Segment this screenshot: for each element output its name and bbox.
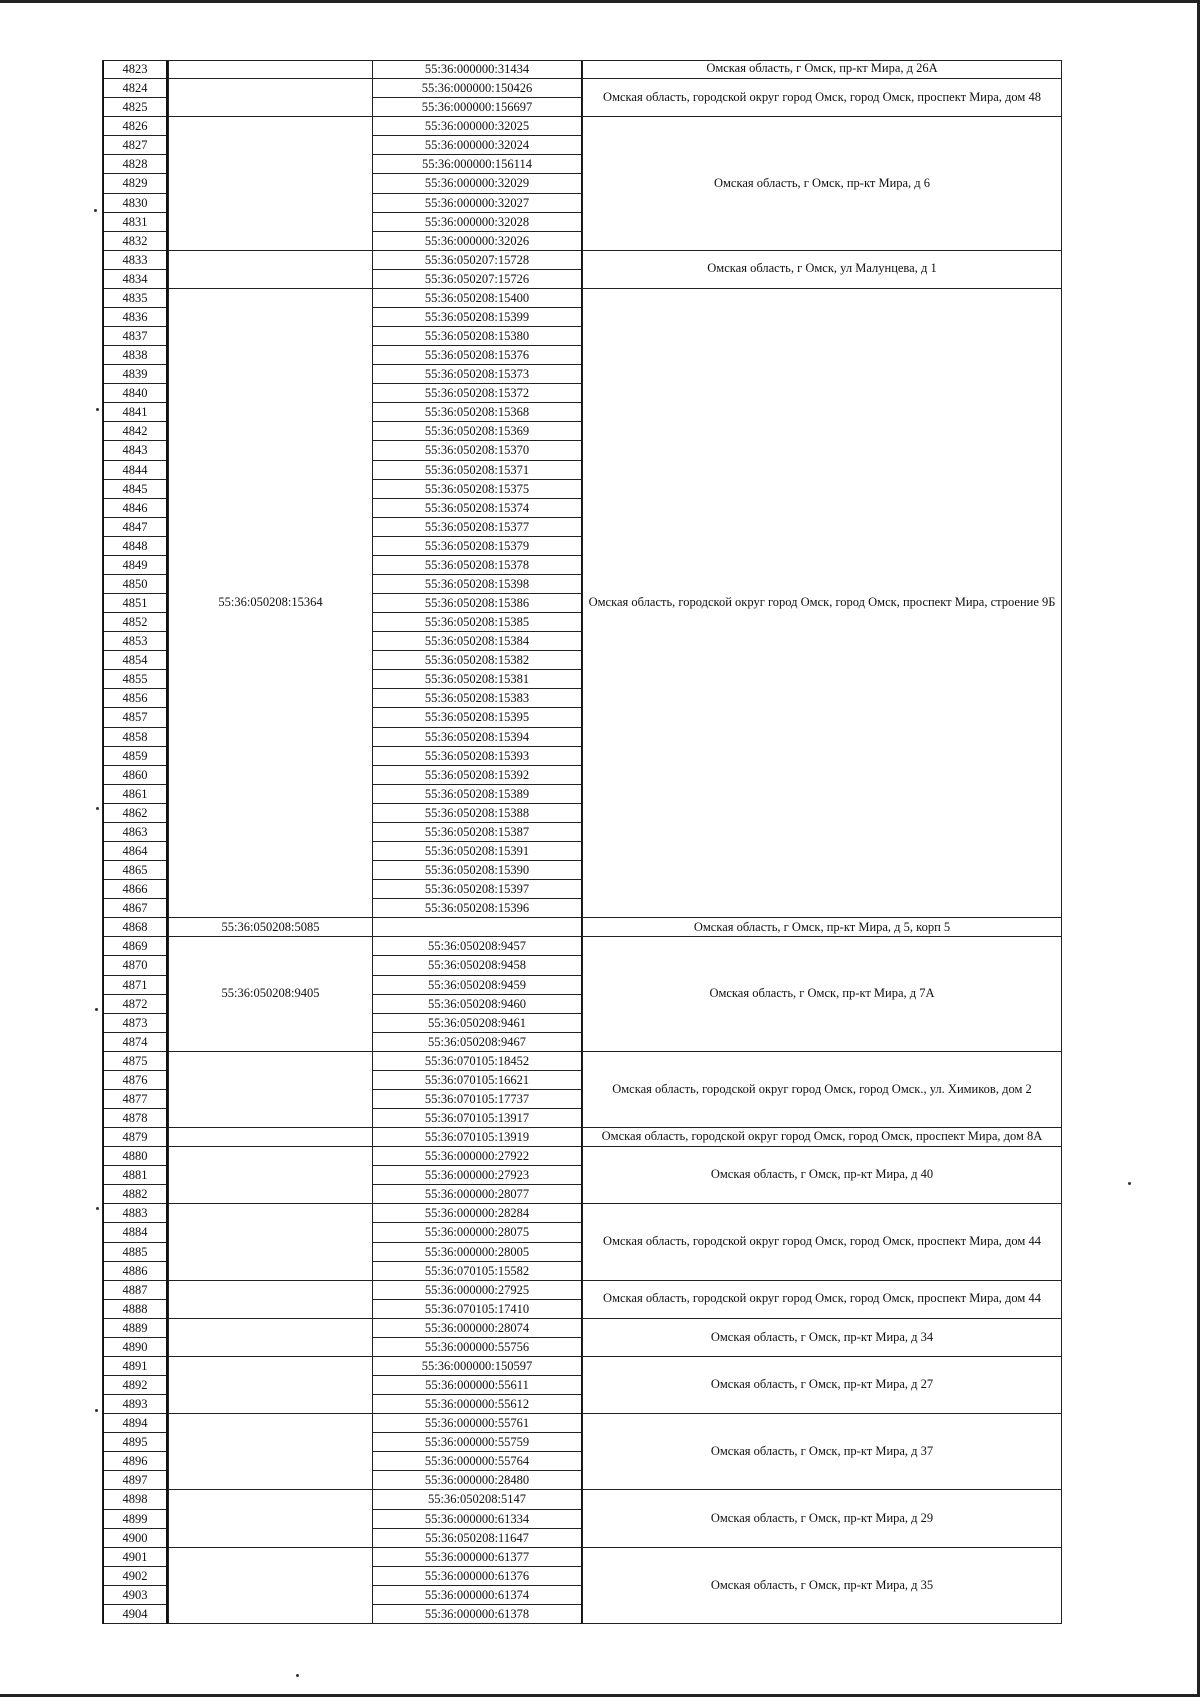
row-number-cell: 4858 (102, 728, 168, 747)
row-number-cell: 4879 (102, 1128, 168, 1147)
row-number-cell: 4903 (102, 1586, 168, 1605)
address-cell: Омская область, г Омск, пр-кт Мира, д 34 (583, 1319, 1061, 1357)
scan-edge-top (0, 0, 1200, 3)
row-number-cell: 4853 (102, 632, 168, 651)
cadastral-number-cell: 55:36:050208:15372 (372, 384, 582, 403)
row-number-cell: 4846 (102, 499, 168, 518)
address-cell: Омская область, городской округ город Омск, город Омск, проспект Мира, дом 8А (583, 1128, 1061, 1147)
row-number-cell: 4904 (102, 1605, 168, 1624)
cadastral-number-cell: 55:36:000000:55611 (372, 1376, 582, 1395)
cadastral-number-cell: 55:36:050207:15728 (372, 251, 582, 270)
row-number-cell: 4854 (102, 651, 168, 670)
row-number-cell: 4830 (102, 194, 168, 213)
row-number-cell: 4852 (102, 613, 168, 632)
cadastral-number-cell: 55:36:070105:13917 (372, 1109, 582, 1128)
row-number-cell: 4834 (102, 270, 168, 289)
cadastral-number-cell: 55:36:050208:15373 (372, 365, 582, 384)
address-cell: Омская область, г Омск, пр-кт Мира, д 40 (583, 1147, 1061, 1204)
row-number-cell: 4827 (102, 136, 168, 155)
row-number-cell: 4863 (102, 823, 168, 842)
row-number-cell: 4865 (102, 861, 168, 880)
row-number-cell: 4845 (102, 480, 168, 499)
cadastral-number-cell: 55:36:050208:15377 (372, 518, 582, 537)
cadastral-number-cell: 55:36:000000:32028 (372, 213, 582, 232)
cadastral-number-cell: 55:36:050208:15380 (372, 327, 582, 346)
cadastral-number-cell: 55:36:000000:32026 (372, 232, 582, 251)
cadastral-number-cell: 55:36:000000:61376 (372, 1567, 582, 1586)
cadastral-number-cell: 55:36:050208:15392 (372, 766, 582, 785)
row-number-cell: 4893 (102, 1395, 168, 1414)
cadastral-number-cell: 55:36:000000:32024 (372, 136, 582, 155)
row-number-cell: 4892 (102, 1376, 168, 1395)
row-number-cell: 4881 (102, 1166, 168, 1185)
row-number-cell: 4823 (102, 60, 168, 79)
cadastral-number-cell: 55:36:050208:15394 (372, 728, 582, 747)
cadastral-number-cell: 55:36:050207:15726 (372, 270, 582, 289)
row-number-cell: 4900 (102, 1529, 168, 1548)
cadastral-number-cell: 55:36:050208:15388 (372, 804, 582, 823)
cadastral-number-cell: 55:36:000000:55761 (372, 1414, 582, 1433)
cadastral-number-cell: 55:36:000000:32027 (372, 194, 582, 213)
row-number-cell: 4861 (102, 785, 168, 804)
cadastral-number-cell: 55:36:000000:156697 (372, 98, 582, 117)
cadastral-number-cell: 55:36:050208:15397 (372, 880, 582, 899)
parent-cadastral-cell (169, 60, 372, 79)
cadastral-number-cell: 55:36:050208:15376 (372, 346, 582, 365)
parent-cadastral-cell (169, 1128, 372, 1147)
address-cell: Омская область, г Омск, ул Малунцева, д 1 (583, 251, 1061, 289)
cadastral-number-cell: 55:36:050208:15398 (372, 575, 582, 594)
scan-speck (296, 1674, 299, 1677)
row-number-cell: 4860 (102, 766, 168, 785)
cadastral-number-cell: 55:36:050208:9461 (372, 1014, 582, 1033)
parent-cadastral-cell (169, 1147, 372, 1204)
address-cell: Омская область, г Омск, пр-кт Мира, д 6 (583, 117, 1061, 251)
cadastral-number-cell: 55:36:000000:55764 (372, 1452, 582, 1471)
row-number-cell: 4862 (102, 804, 168, 823)
scan-speck (96, 1207, 99, 1210)
address-cell: Омская область, городской округ город Омск, город Омск, проспект Мира, дом 44 (583, 1204, 1061, 1280)
cadastral-number-cell: 55:36:000000:61377 (372, 1548, 582, 1567)
row-number-cell: 4878 (102, 1109, 168, 1128)
cadastral-number-cell: 55:36:000000:32025 (372, 117, 582, 136)
row-number-cell: 4859 (102, 747, 168, 766)
row-number-cell: 4843 (102, 441, 168, 460)
cadastral-number-cell: 55:36:050208:15369 (372, 422, 582, 441)
row-number-cell: 4847 (102, 518, 168, 537)
row-number-cell: 4841 (102, 403, 168, 422)
row-number-cell: 4898 (102, 1490, 168, 1509)
cadastral-number-cell: 55:36:000000:61378 (372, 1605, 582, 1624)
row-number-cell: 4876 (102, 1071, 168, 1090)
address-cell: Омская область, г Омск, пр-кт Мира, д 29 (583, 1490, 1061, 1547)
row-number-cell: 4867 (102, 899, 168, 918)
cadastral-number-cell (372, 918, 582, 937)
scan-speck (1128, 1182, 1131, 1185)
row-number-cell: 4833 (102, 251, 168, 270)
cadastral-number-cell: 55:36:070105:15582 (372, 1262, 582, 1281)
cadastral-number-cell: 55:36:050208:15389 (372, 785, 582, 804)
cadastral-number-cell: 55:36:050208:5147 (372, 1490, 582, 1509)
row-number-cell: 4829 (102, 174, 168, 193)
scan-speck (94, 209, 97, 212)
row-number-cell: 4838 (102, 346, 168, 365)
row-number-cell: 4877 (102, 1090, 168, 1109)
parent-cadastral-cell (169, 1204, 372, 1280)
address-cell: Омская область, городской округ город Омск, город Омск, проспект Мира, дом 44 (583, 1281, 1061, 1319)
parent-cadastral-cell (169, 1548, 372, 1624)
cadastral-number-cell: 55:36:070105:13919 (372, 1128, 582, 1147)
cadastral-number-cell: 55:36:050208:15383 (372, 689, 582, 708)
row-number-cell: 4831 (102, 213, 168, 232)
cadastral-number-cell: 55:36:000000:28077 (372, 1185, 582, 1204)
row-number-cell: 4855 (102, 670, 168, 689)
parent-cadastral-cell (169, 1052, 372, 1128)
cadastral-number-cell: 55:36:050208:15385 (372, 613, 582, 632)
scan-speck (95, 1008, 98, 1011)
scan-speck (96, 408, 99, 411)
row-number-cell: 4832 (102, 232, 168, 251)
row-number-cell: 4897 (102, 1471, 168, 1490)
parent-cadastral-cell (169, 1281, 372, 1319)
cadastral-number-cell: 55:36:050208:9460 (372, 995, 582, 1014)
cadastral-table (102, 60, 1062, 1624)
row-number-cell: 4844 (102, 461, 168, 480)
cadastral-number-cell: 55:36:050208:15368 (372, 403, 582, 422)
cadastral-number-cell: 55:36:000000:156114 (372, 155, 582, 174)
cadastral-number-cell: 55:36:050208:15381 (372, 670, 582, 689)
row-number-cell: 4875 (102, 1052, 168, 1071)
address-cell: Омская область, г Омск, пр-кт Мира, д 27 (583, 1357, 1061, 1414)
row-number-cell: 4868 (102, 918, 168, 937)
parent-cadastral-cell (169, 1319, 372, 1357)
row-number-cell: 4848 (102, 537, 168, 556)
cadastral-number-cell: 55:36:000000:28005 (372, 1243, 582, 1262)
row-number-cell: 4883 (102, 1204, 168, 1223)
row-number-cell: 4895 (102, 1433, 168, 1452)
scan-speck (95, 1409, 98, 1412)
cadastral-number-cell: 55:36:050208:15379 (372, 537, 582, 556)
row-number-cell: 4824 (102, 79, 168, 98)
cadastral-number-cell: 55:36:070105:16621 (372, 1071, 582, 1090)
row-number-cell: 4851 (102, 594, 168, 613)
cadastral-number-cell: 55:36:050208:15370 (372, 441, 582, 460)
cadastral-number-cell: 55:36:000000:150597 (372, 1357, 582, 1376)
cadastral-number-cell: 55:36:050208:11647 (372, 1529, 582, 1548)
cadastral-number-cell: 55:36:000000:28480 (372, 1471, 582, 1490)
table-top-border (102, 60, 1062, 61)
row-number-cell: 4870 (102, 956, 168, 975)
row-number-cell: 4880 (102, 1147, 168, 1166)
row-number-cell: 4864 (102, 842, 168, 861)
row-number-cell: 4888 (102, 1300, 168, 1319)
row-number-cell: 4835 (102, 289, 168, 308)
row-number-cell: 4896 (102, 1452, 168, 1471)
column-line-parent-cad-divider (372, 60, 373, 1624)
cadastral-number-cell: 55:36:000000:55612 (372, 1395, 582, 1414)
row-number-cell: 4871 (102, 976, 168, 995)
row-number-cell: 4849 (102, 556, 168, 575)
row-number-cell: 4850 (102, 575, 168, 594)
cadastral-number-cell: 55:36:050208:15393 (372, 747, 582, 766)
address-cell: Омская область, городской округ город Омск, город Омск, проспект Мира, дом 48 (583, 79, 1061, 117)
parent-cadastral-cell: 55:36:050208:5085 (169, 918, 372, 937)
cadastral-number-cell: 55:36:050208:15391 (372, 842, 582, 861)
row-number-cell: 4842 (102, 422, 168, 441)
column-line-left-border (102, 60, 103, 1624)
cadastral-number-cell: 55:36:050208:15384 (372, 632, 582, 651)
cadastral-number-cell: 55:36:000000:28284 (372, 1204, 582, 1223)
row-number-cell: 4826 (102, 117, 168, 136)
address-cell: Омская область, г Омск, пр-кт Мира, д 37 (583, 1414, 1061, 1490)
row-number-cell: 4839 (102, 365, 168, 384)
cadastral-number-cell: 55:36:070105:18452 (372, 1052, 582, 1071)
address-cell: Омская область, г Омск, пр-кт Мира, д 26А (583, 60, 1061, 79)
row-number-cell: 4866 (102, 880, 168, 899)
parent-cadastral-cell (169, 1490, 372, 1547)
row-number-cell: 4889 (102, 1319, 168, 1338)
row-number-cell: 4837 (102, 327, 168, 346)
row-number-cell: 4884 (102, 1223, 168, 1242)
row-number-cell: 4857 (102, 708, 168, 727)
cadastral-number-cell: 55:36:050208:15374 (372, 499, 582, 518)
cadastral-number-cell: 55:36:000000:28075 (372, 1223, 582, 1242)
cadastral-number-cell: 55:36:050208:9458 (372, 956, 582, 975)
row-number-cell: 4882 (102, 1185, 168, 1204)
row-number-cell: 4825 (102, 98, 168, 117)
parent-cadastral-cell (169, 79, 372, 117)
cadastral-number-cell: 55:36:050208:15371 (372, 461, 582, 480)
cadastral-number-cell: 55:36:000000:31434 (372, 60, 582, 79)
cadastral-number-cell: 55:36:000000:28074 (372, 1319, 582, 1338)
cadastral-number-cell: 55:36:050208:15395 (372, 708, 582, 727)
row-number-cell: 4886 (102, 1262, 168, 1281)
row-number-cell: 4856 (102, 689, 168, 708)
cadastral-number-cell: 55:36:050208:15400 (372, 289, 582, 308)
cadastral-number-cell: 55:36:000000:55759 (372, 1433, 582, 1452)
cadastral-number-cell: 55:36:050208:9457 (372, 937, 582, 956)
address-cell: Омская область, г Омск, пр-кт Мира, д 35 (583, 1548, 1061, 1624)
cadastral-number-cell: 55:36:050208:15378 (372, 556, 582, 575)
cadastral-number-cell: 55:36:050208:15399 (372, 308, 582, 327)
parent-cadastral-cell: 55:36:050208:15364 (169, 289, 372, 918)
row-number-cell: 4891 (102, 1357, 168, 1376)
row-number-cell: 4828 (102, 155, 168, 174)
cadastral-number-cell: 55:36:000000:27923 (372, 1166, 582, 1185)
cadastral-number-cell: 55:36:000000:55756 (372, 1338, 582, 1357)
cadastral-number-cell: 55:36:050208:15375 (372, 480, 582, 499)
row-number-cell: 4894 (102, 1414, 168, 1433)
cadastral-number-cell: 55:36:000000:61334 (372, 1510, 582, 1529)
row-number-cell: 4890 (102, 1338, 168, 1357)
cadastral-number-cell: 55:36:050208:9467 (372, 1033, 582, 1052)
row-number-cell: 4887 (102, 1281, 168, 1300)
cadastral-number-cell: 55:36:000000:150426 (372, 79, 582, 98)
cadastral-number-cell: 55:36:000000:27925 (372, 1281, 582, 1300)
row-number-cell: 4873 (102, 1014, 168, 1033)
cadastral-number-cell: 55:36:050208:15386 (372, 594, 582, 613)
row-number-cell: 4869 (102, 937, 168, 956)
row-number-cell: 4901 (102, 1548, 168, 1567)
cadastral-number-cell: 55:36:000000:27922 (372, 1147, 582, 1166)
cadastral-number-cell: 55:36:000000:61374 (372, 1586, 582, 1605)
address-cell: Омская область, городской округ город Омск, город Омск., ул. Химиков, дом 2 (583, 1052, 1061, 1128)
cadastral-number-cell: 55:36:050208:15390 (372, 861, 582, 880)
row-number-cell: 4872 (102, 995, 168, 1014)
column-line-right-border (1061, 60, 1062, 1624)
row-number-cell: 4874 (102, 1033, 168, 1052)
address-cell: Омская область, г Омск, пр-кт Мира, д 5, корп 5 (583, 918, 1061, 937)
parent-cadastral-cell: 55:36:050208:9405 (169, 937, 372, 1051)
row-number-cell: 4840 (102, 384, 168, 403)
cadastral-number-cell: 55:36:050208:9459 (372, 976, 582, 995)
parent-cadastral-cell (169, 1357, 372, 1414)
scan-speck (96, 807, 99, 810)
cadastral-number-cell: 55:36:070105:17410 (372, 1300, 582, 1319)
row-number-cell: 4836 (102, 308, 168, 327)
cadastral-number-cell: 55:36:070105:17737 (372, 1090, 582, 1109)
cadastral-number-cell: 55:36:050208:15396 (372, 899, 582, 918)
cadastral-number-cell: 55:36:050208:15387 (372, 823, 582, 842)
row-number-cell: 4885 (102, 1243, 168, 1262)
cadastral-number-cell: 55:36:050208:15382 (372, 651, 582, 670)
row-number-cell: 4899 (102, 1510, 168, 1529)
address-cell: Омская область, г Омск, пр-кт Мира, д 7А (583, 937, 1061, 1051)
cadastral-number-cell: 55:36:000000:32029 (372, 174, 582, 193)
row-number-cell: 4902 (102, 1567, 168, 1586)
parent-cadastral-cell (169, 117, 372, 251)
parent-cadastral-cell (169, 251, 372, 289)
address-cell: Омская область, городской округ город Омск, город Омск, проспект Мира, строение 9Б (583, 289, 1061, 918)
parent-cadastral-cell (169, 1414, 372, 1490)
